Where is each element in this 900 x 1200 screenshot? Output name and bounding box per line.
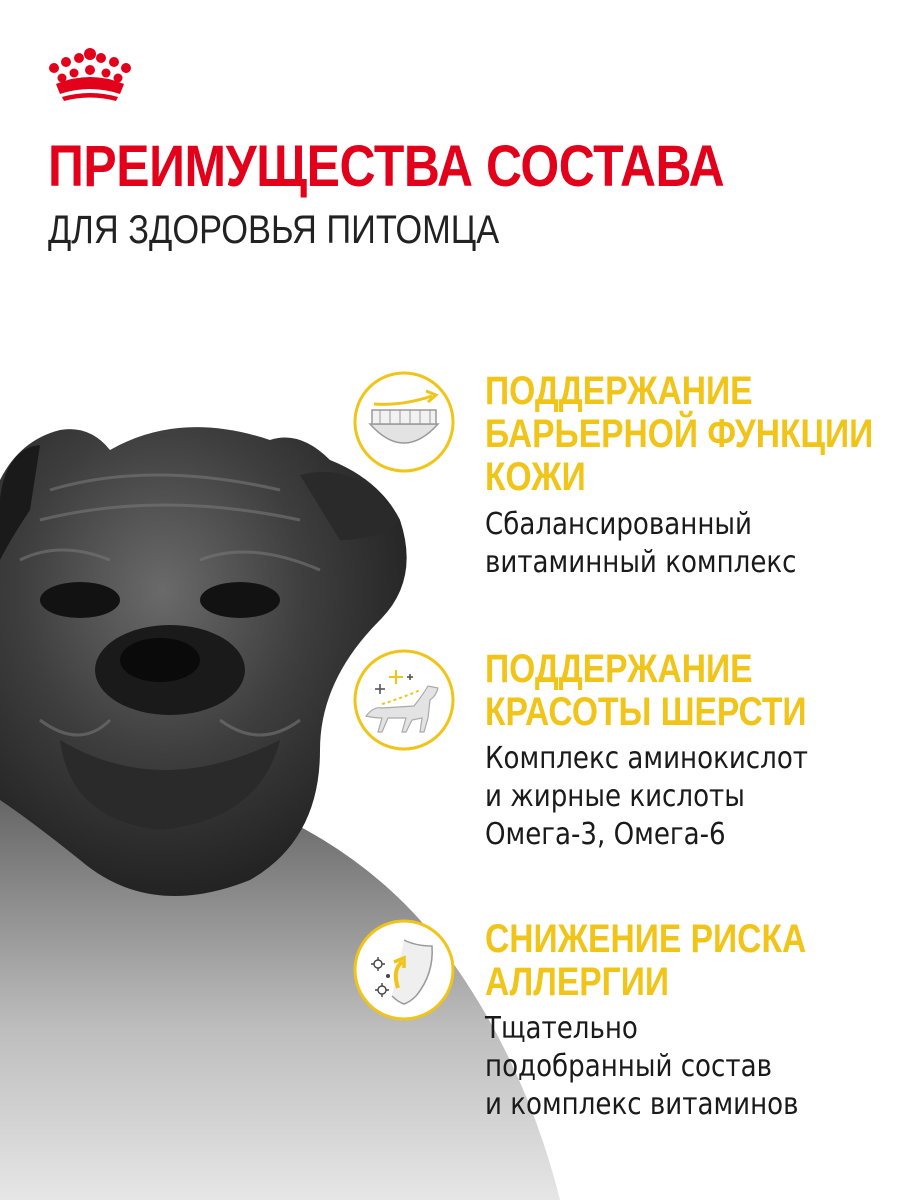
- dog-coat-icon: [352, 648, 456, 752]
- allergy-shield-icon: [352, 918, 456, 1022]
- feature-desc-line: Сбалансированный: [485, 507, 752, 542]
- feature-title-line: КРАСОТЫ ШЕРСТИ: [485, 690, 807, 734]
- page-title: ПРЕИМУЩЕСТВА СОСТАВА: [48, 134, 725, 199]
- page-subtitle: ДЛЯ ЗДОРОВЬЯ ПИТОМЦА: [48, 208, 500, 252]
- feature-title-line: БАРЬЕРНОЙ ФУНКЦИИ: [485, 412, 874, 456]
- feature-desc-line: и жирные кислоты: [485, 779, 745, 814]
- feature-desc-line: подобранный состав: [485, 1049, 772, 1084]
- feature-allergy-risk: [352, 917, 892, 1122]
- feature-desc-line: и комплекс витаминов: [485, 1087, 799, 1122]
- feature-desc-line: Омега-3, Омега-6: [485, 817, 726, 852]
- feature-title-line: АЛЛЕРГИИ: [485, 960, 669, 1004]
- feature-skin-barrier: [352, 370, 892, 580]
- feature-desc-line: Комплекс аминокислот: [485, 741, 809, 776]
- crown-icon: [44, 48, 136, 104]
- feature-desc-line: витаминный комплекс: [485, 545, 797, 580]
- skin-barrier-icon: [352, 370, 456, 474]
- feature-title-line: ПОДДЕРЖАНИЕ: [485, 647, 753, 691]
- feature-title-line: СНИЖЕНИЕ РИСКА: [485, 917, 807, 961]
- feature-title-line: КОЖИ: [485, 455, 586, 499]
- feature-desc-line: Тщательно: [485, 1011, 638, 1046]
- feature-title-line: ПОДДЕРЖАНИЕ: [485, 369, 753, 413]
- feature-coat-beauty: [352, 647, 892, 852]
